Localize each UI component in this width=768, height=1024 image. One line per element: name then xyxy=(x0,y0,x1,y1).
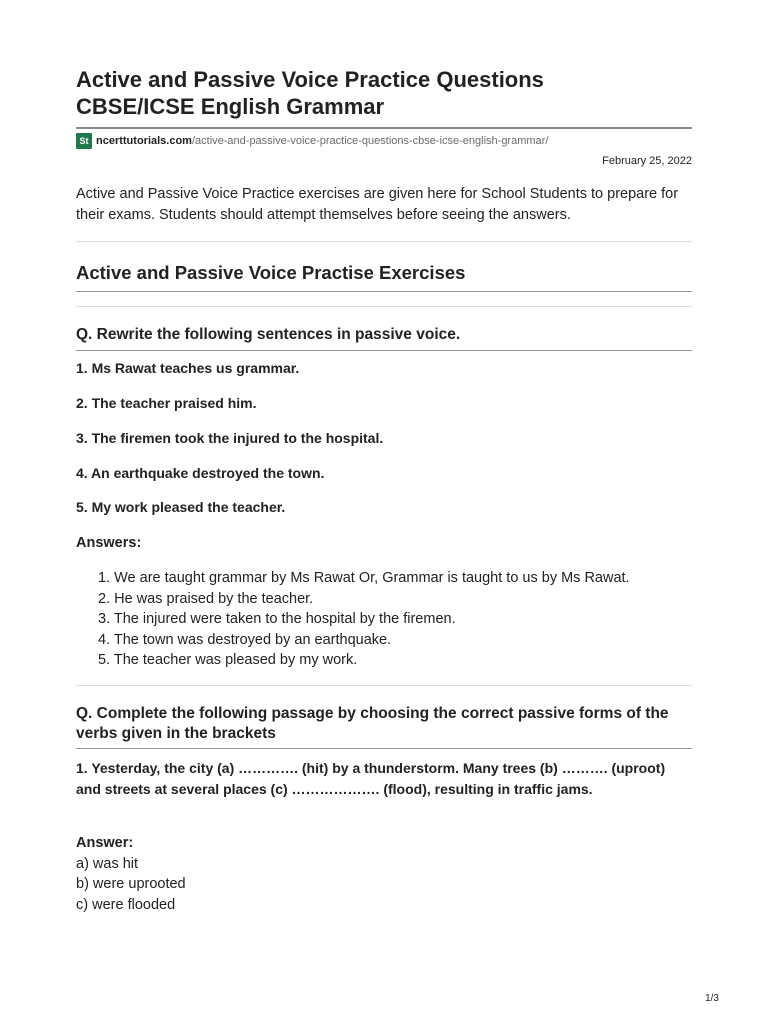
question-item: 3. The firemen took the injured to the hospital. xyxy=(76,430,384,446)
answers-list xyxy=(98,568,630,671)
site-favicon-icon: St xyxy=(76,133,92,149)
publish-date: February 25, 2022 xyxy=(602,155,692,167)
source-link[interactable] xyxy=(76,133,548,149)
question-item: 4. An earthquake destroyed the town. xyxy=(76,465,325,481)
question-1-heading: Q. Rewrite the following sentences in passive voice. xyxy=(76,326,461,343)
section-heading: Active and Passive Voice Practise Exercises xyxy=(76,262,466,283)
question-1-underline xyxy=(76,350,692,351)
question-2-underline xyxy=(76,748,692,749)
question-item: 5. My work pleased the teacher. xyxy=(76,499,286,515)
answers-label: Answers: xyxy=(76,535,142,551)
answer-item: 1. We are taught grammar by Ms Rawat Or, Grammar is taught to us by Ms Rawat. xyxy=(98,570,630,586)
page-title xyxy=(76,66,692,120)
answer-line: c) were flooded xyxy=(76,896,176,913)
answer-item: 3. The injured were taken to the hospital by the firemen. xyxy=(98,611,456,627)
document-page xyxy=(76,0,692,1024)
title-line-1: Active and Passive Voice Practice Questions xyxy=(76,67,544,92)
divider xyxy=(76,306,692,307)
title-line-2: CBSE/ICSE English Grammar xyxy=(76,94,385,119)
page-number: 1/3 xyxy=(705,993,719,1004)
answer-label: Answer: xyxy=(76,835,134,851)
divider xyxy=(76,241,692,242)
section-heading-underline xyxy=(76,291,692,292)
answer-line: b) were uprooted xyxy=(76,876,186,892)
answer-line: a) was hit xyxy=(76,855,139,872)
question-2-heading: Q. Complete the following passage by choosing the correct passive forms of the verbs given in the brackets xyxy=(76,705,669,742)
source-path[interactable]: /active-and-passive-voice-practice-questions-cbse-icse-english-grammar/ xyxy=(191,135,549,147)
answer-item: 5. The teacher was pleased by my work. xyxy=(98,652,358,668)
divider xyxy=(76,685,692,686)
intro-paragraph: Active and Passive Voice Practice exercises are given here for School Students to prepare for their exams. Students should attempt themselves before seeing the answers. xyxy=(76,186,679,223)
answer-item: 4. The town was destroyed by an earthquake. xyxy=(98,631,392,648)
question-item: 2. The teacher praised him. xyxy=(76,395,257,411)
title-divider xyxy=(76,127,692,129)
question-2-passage: 1. Yesterday, the city (a) …………. (hit) by a thunderstorm. Many trees (b) ………. (uproot) and streets at several places (c) ………………. (flood), resulting in traffic jams. xyxy=(76,760,666,797)
source-domain[interactable]: ncerttutorials.com xyxy=(96,135,192,147)
question-2-answer xyxy=(76,833,186,915)
question-item: 1. Ms Rawat teaches us grammar. xyxy=(76,360,300,376)
answer-item: 2. He was praised by the teacher. xyxy=(98,590,314,607)
